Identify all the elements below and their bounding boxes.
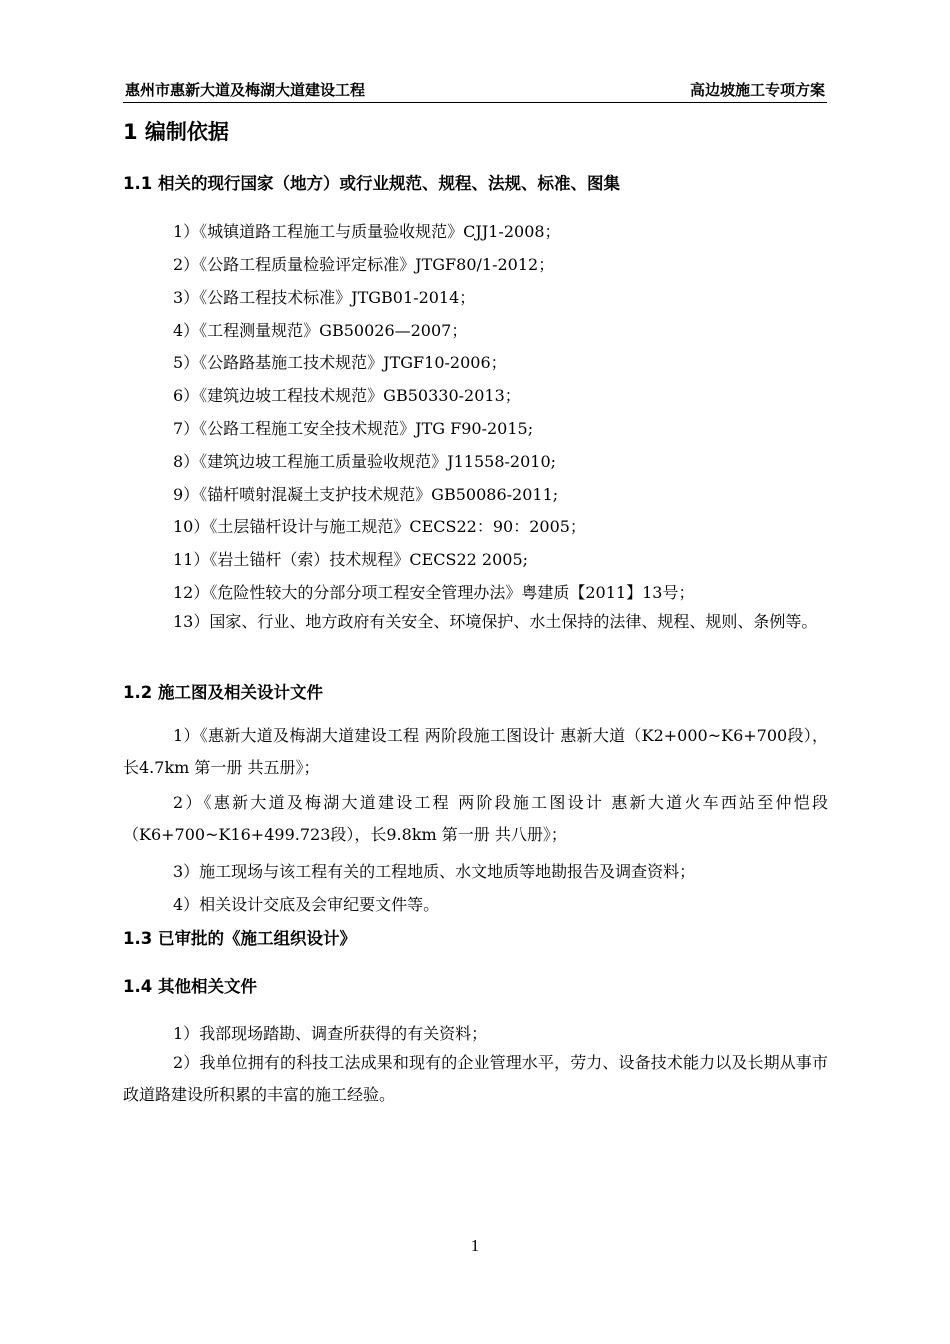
header-document-title: 高边坡施工专项方案 [689, 81, 825, 99]
chapter-title: 1 编制依据 [123, 120, 229, 144]
list-item: 6）《建筑边坡工程技术规范》GB50330-2013； [173, 386, 521, 405]
section-heading-1-3: 1.3 已审批的《施工组织设计》 [123, 929, 356, 948]
header-project-name: 惠州市惠新大道及梅湖大道建设工程 [125, 81, 366, 99]
section-heading-1-1: 1.1 相关的现行国家（地方）或行业规范、规程、法规、标准、图集 [123, 174, 620, 193]
page-header [123, 80, 827, 103]
list-item: 8）《建筑边坡工程施工质量验收规范》J11558-2010; [173, 452, 557, 471]
list-item: 5）《公路路基施工技术规范》JTGF10-2006； [173, 353, 507, 372]
list-item: 13）国家、行业、地方政府有关安全、环境保护、水土保持的法律、规程、规则、条例等。 [173, 612, 818, 631]
list-item: 3）施工现场与该工程有关的工程地质、水文地质等地勘报告及调查资料； [173, 862, 696, 881]
list-item: 12）《危险性较大的分部分项工程安全管理办法》粤建质【2011】13号； [173, 583, 695, 602]
list-item: 4）相关设计交底及会审纪要文件等。 [173, 895, 440, 914]
list-item: 1）《城镇道路工程施工与质量验收规范》CJJ1-2008； [173, 222, 561, 241]
list-item: 11）《岩土锚杆（索）技术规程》CECS22 2005; [173, 550, 529, 569]
list-item: 7）《公路工程施工安全技术规范》JTG F90-2015; [173, 419, 534, 438]
list-item: 2）《惠新大道及梅湖大道建设工程 两阶段施工图设计 惠新大道火车西站至仲恺段（K6+700~K16+499.723段），长9.8km 第一册 共八册》； [123, 793, 828, 844]
list-item: 4）《工程测量规范》GB50026—2007； [173, 321, 468, 340]
list-item: 10）《土层锚杆设计与施工规范》CECS22：90：2005； [173, 517, 586, 536]
page-number: 1 [470, 1236, 480, 1255]
section-heading-1-2: 1.2 施工图及相关设计文件 [123, 683, 323, 702]
list-item: 1）《惠新大道及梅湖大道建设工程 两阶段施工图设计 惠新大道（K2+000~K6+700段），长4.7km 第一册 共五册》； [123, 726, 828, 777]
list-item: 2）我单位拥有的科技工法成果和现有的企业管理水平，劳力、设备技术能力以及长期从事市政道路建设所积累的丰富的施工经验。 [123, 1053, 828, 1104]
list-item: 2）《公路工程质量检验评定标准》JTGF80/1-2012； [173, 255, 555, 274]
list-item: 3）《公路工程技术标准》JTGB01-2014； [173, 288, 476, 307]
section-heading-1-4: 1.4 其他相关文件 [123, 977, 257, 996]
list-item: 9）《锚杆喷射混凝土支护技术规范》GB50086-2011; [173, 485, 559, 504]
list-item: 1）我部现场踏勘、调查所获得的有关资料； [173, 1024, 488, 1043]
